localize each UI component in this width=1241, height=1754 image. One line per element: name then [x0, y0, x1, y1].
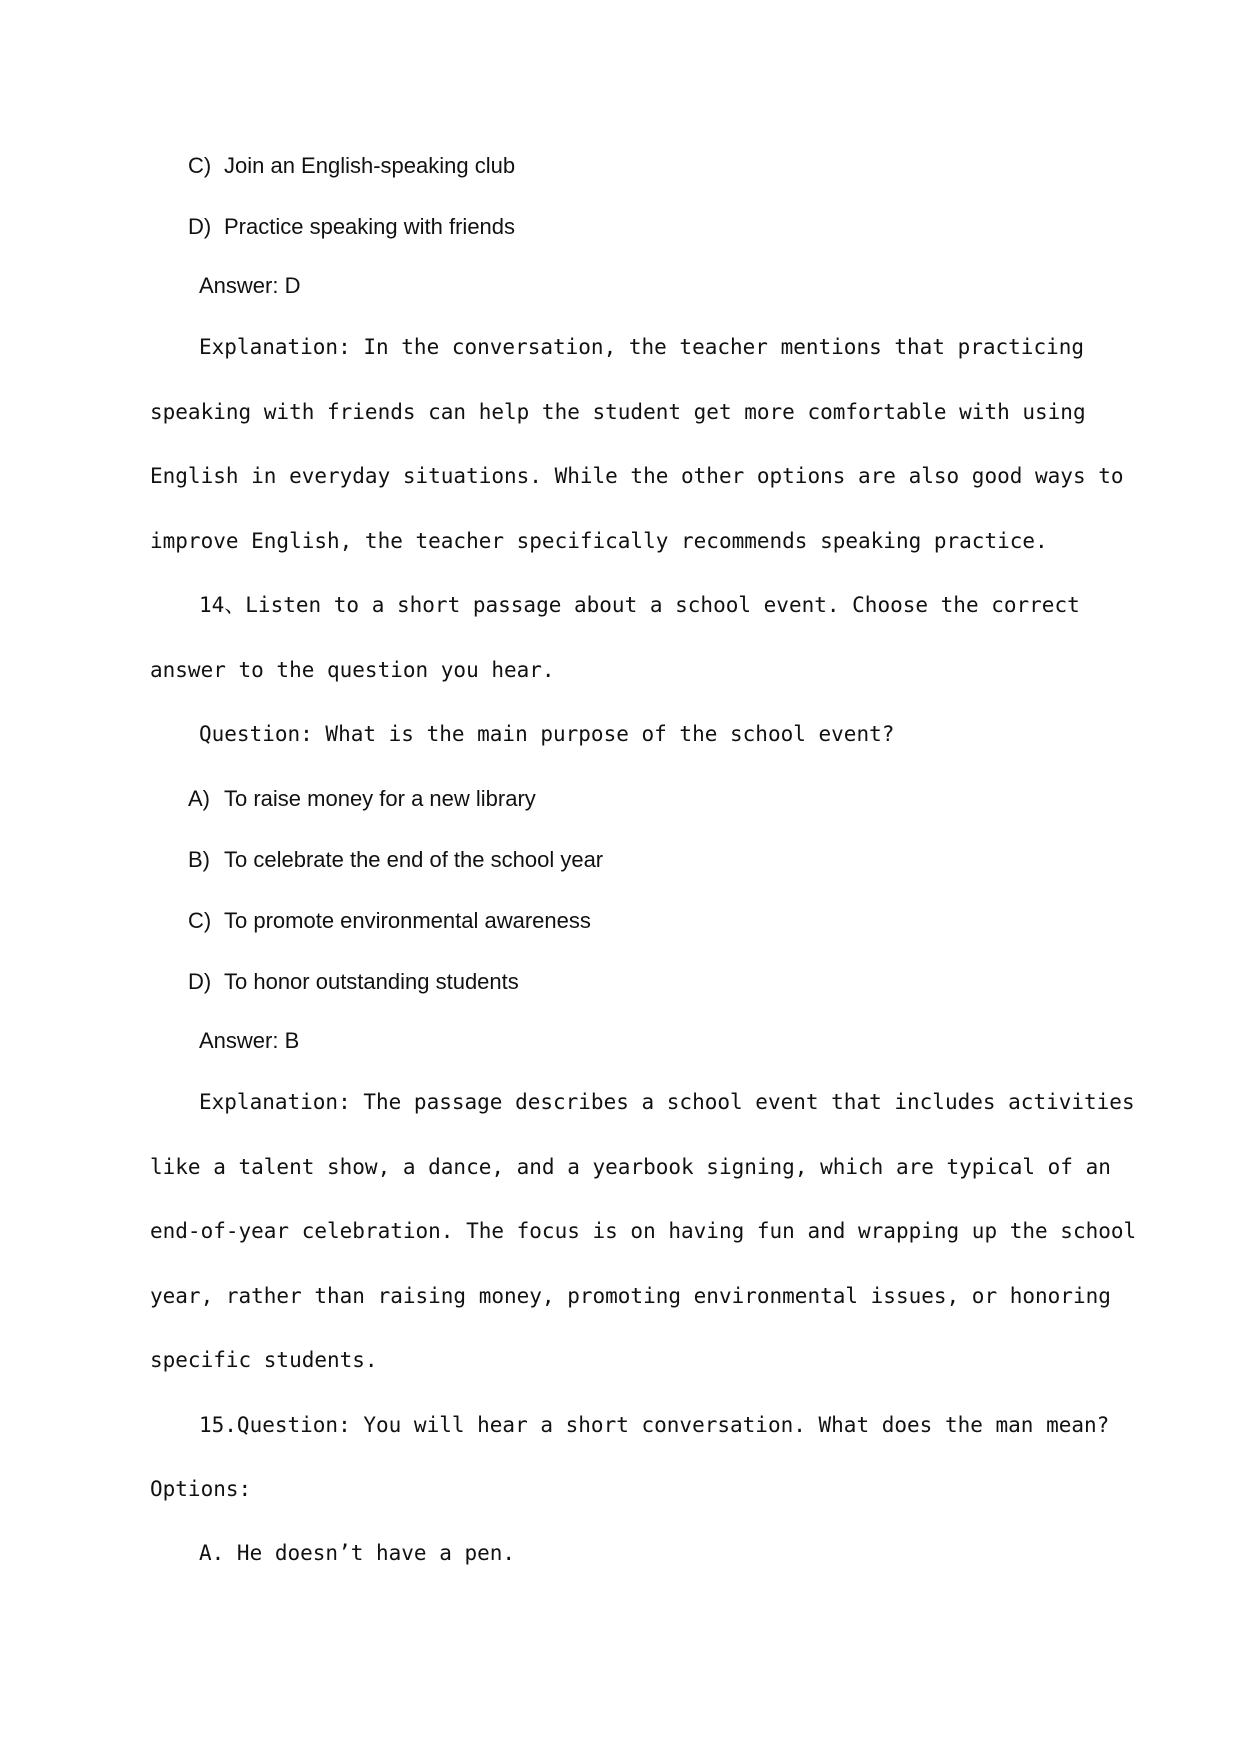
q15-option-a: A. He doesn’t have a pen. [199, 1541, 516, 1565]
option-letter: C) [188, 908, 212, 933]
option-letter: A) [188, 786, 210, 811]
q14-prompt-line-1: 14、Listen to a short passage about a school event. Choose the correct [199, 593, 1080, 617]
option-letter: B) [188, 847, 210, 872]
q14-question: Question: What is the main purpose of the school event? [199, 722, 895, 746]
q14-explanation-line-5: specific students. [150, 1348, 378, 1372]
option-text: To raise money for a new library [224, 786, 536, 811]
q14-explanation-line-2: like a talent show, a dance, and a yearbook signing, which are typical of an [150, 1155, 1111, 1179]
q13-explanation-line-3: English in everyday situations. While the other options are also good ways to [150, 464, 1124, 488]
q14-option-c [188, 908, 888, 934]
q13-explanation-line-2: speaking with friends can help the student get more comfortable with using [150, 400, 1086, 424]
option-text: To celebrate the end of the school year [224, 847, 604, 872]
q15-prompt-line-1: 15.Question: You will hear a short conversation. What does the man mean? [199, 1413, 1110, 1437]
q14-explanation-line-1: Explanation: The passage describes a school event that includes activities [199, 1090, 1135, 1114]
q13-answer: Answer: D [199, 273, 301, 298]
q14-explanation-line-3: end-of-year celebration. The focus is on having fun and wrapping up the school [150, 1219, 1137, 1243]
q13-explanation-line-4: improve English, the teacher specifically recommends speaking practice. [150, 529, 1048, 553]
q14-option-a [188, 786, 888, 812]
q13-explanation-line-1: Explanation: In the conversation, the teacher mentions that practicing [199, 335, 1085, 359]
q14-option-d [188, 969, 888, 995]
q13-option-d [188, 214, 888, 240]
option-letter: D) [188, 969, 212, 994]
q14-explanation-line-4: year, rather than raising money, promoting environmental issues, or honoring [150, 1284, 1111, 1308]
option-text: Practice speaking with friends [224, 214, 516, 239]
option-text: To promote environmental awareness [224, 908, 591, 933]
q13-option-c [188, 153, 888, 179]
option-text: To honor outstanding students [224, 969, 519, 994]
q14-answer: Answer: B [199, 1028, 300, 1053]
q14-prompt-line-2: answer to the question you hear. [150, 658, 555, 682]
option-letter: C) [188, 153, 212, 178]
q15-prompt-line-2: Options: [150, 1477, 252, 1501]
option-text: Join an English-speaking club [224, 153, 516, 178]
q14-option-b [188, 847, 888, 873]
option-letter: D) [188, 214, 212, 239]
